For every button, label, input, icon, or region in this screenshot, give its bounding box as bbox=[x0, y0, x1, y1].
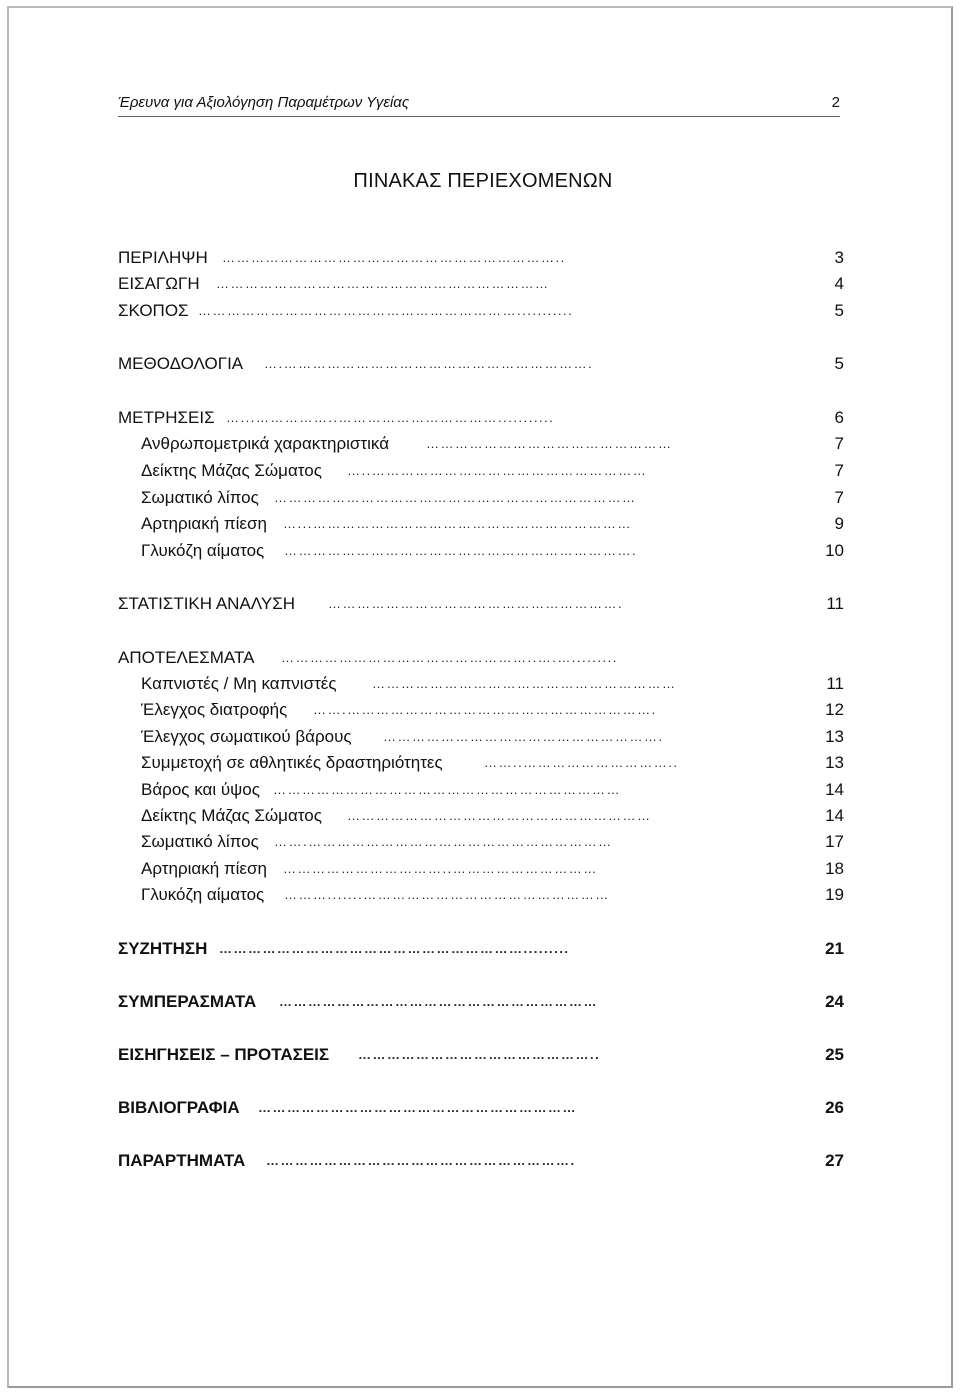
header-title: Έρευνα για Αξιολόγηση Παραμέτρων Υγείας bbox=[118, 94, 410, 111]
toc-entry-page: 13 bbox=[825, 727, 844, 746]
toc-entry-label: ΣΥΜΠΕΡΑΣΜΑΤΑ bbox=[118, 992, 257, 1011]
toc-entry-dms-2[interactable] bbox=[141, 805, 844, 827]
toc-entry-elegxos-diatrofis[interactable] bbox=[141, 699, 844, 721]
toc-entry-methodologia[interactable] bbox=[118, 353, 844, 375]
toc-entry-label: Σωματικό λίπος bbox=[141, 488, 259, 507]
toc-entry-page: 3 bbox=[834, 248, 844, 267]
toc-entry-label: Συμμετοχή σε αθλητικές δραστηριότητες bbox=[141, 753, 443, 772]
toc-leader-dots: ……………………………..………………………… bbox=[283, 861, 598, 876]
toc-leader-dots: …...………………………………………………………… bbox=[283, 516, 632, 531]
toc-entry-vivliografia[interactable] bbox=[118, 1097, 844, 1119]
toc-entry-page: 7 bbox=[834, 461, 844, 480]
toc-leader-dots: …………………………………………………………… bbox=[216, 276, 550, 291]
toc-leader-dots: ……………………………………………………… bbox=[347, 808, 652, 823]
toc-entry-somatiko-lipos[interactable] bbox=[141, 487, 844, 509]
toc-entry-page: 13 bbox=[825, 753, 844, 772]
toc-leader-dots: ……………………………………………………… bbox=[372, 676, 677, 691]
toc-entry-label: Σωματικό λίπος bbox=[141, 832, 259, 851]
toc-leader-dots: ………………………………………………………… bbox=[279, 994, 598, 1009]
toc-entry-label: Καπνιστές / Μη καπνιστές bbox=[141, 674, 337, 693]
toc-entry-page: 5 bbox=[834, 354, 844, 373]
toc-entry-somatiko-lipos-2[interactable] bbox=[141, 831, 844, 853]
toc-entry-page: 7 bbox=[834, 488, 844, 507]
toc-leader-dots: …………………………………………………………........... bbox=[198, 303, 574, 318]
toc-entry-page: 5 bbox=[834, 301, 844, 320]
toc-entry-dms[interactable] bbox=[141, 460, 844, 482]
toc-leader-dots: …….……………………………………………………… bbox=[274, 834, 613, 849]
toc-entry-label: Δείκτης Μάζας Σώματος bbox=[141, 461, 322, 480]
toc-entry-page: 14 bbox=[825, 806, 844, 825]
toc-entry-label: ΑΠΟΤΕΛΕΣΜΑΤΑ bbox=[118, 648, 255, 667]
toc-entry-label: ΣΚΟΠΟΣ bbox=[118, 301, 189, 320]
running-header bbox=[118, 92, 840, 117]
toc-leader-dots: …...……………..……………………………........... bbox=[226, 410, 555, 425]
toc-leader-dots: …………………………………………… bbox=[426, 436, 673, 451]
toc-entry-label: ΠΑΡΑΡΤΗΜΑΤΑ bbox=[118, 1151, 246, 1170]
toc-entry-page: 9 bbox=[834, 514, 844, 533]
toc-leader-dots: …………………………………………………………….. bbox=[222, 250, 566, 265]
toc-entry-glykozi[interactable] bbox=[141, 540, 844, 562]
toc-leader-dots: ………………………………………………………………… bbox=[274, 490, 637, 505]
toc-entry-label: ΕΙΣΑΓΩΓΗ bbox=[118, 274, 200, 293]
toc-entry-parartimata[interactable] bbox=[118, 1150, 844, 1172]
toc-entry-eisagogi[interactable] bbox=[118, 273, 844, 295]
toc-entry-page: 19 bbox=[825, 885, 844, 904]
toc-leader-dots: ………………………………………………………… bbox=[258, 1100, 577, 1115]
toc-entry-label: Έλεγχος σωματικού βάρους bbox=[141, 727, 352, 746]
toc-entry-page: 11 bbox=[826, 594, 844, 613]
toc-entry-page: 25 bbox=[825, 1045, 844, 1064]
toc-leader-dots: ……………………………………………..….…......... bbox=[281, 650, 618, 665]
toc-entry-page: 7 bbox=[834, 434, 844, 453]
toc-entry-elegxos-varous[interactable] bbox=[141, 726, 844, 748]
toc-entry-kapnistes[interactable] bbox=[141, 673, 844, 695]
toc-entry-page: 11 bbox=[826, 674, 844, 693]
toc-leader-dots: ………………………………………………………………. bbox=[284, 543, 638, 558]
toc-leader-dots: ……..………………………….. bbox=[484, 755, 679, 770]
toc-entry-label: ΜΕΘΟΔΟΛΟΓΙΑ bbox=[118, 354, 244, 373]
toc-leader-dots: ………………………………………………………......... bbox=[219, 941, 570, 956]
toc-entry-label: ΕΙΣΗΓΗΣΕΙΣ – ΠΡΟΤΑΣΕΙΣ bbox=[118, 1045, 330, 1064]
toc-entry-page: 18 bbox=[825, 859, 844, 878]
toc-leader-dots: …………………………………………………. bbox=[383, 729, 664, 744]
toc-entry-page: 4 bbox=[834, 274, 844, 293]
toc-entry-label: Γλυκόζη αίματος bbox=[141, 541, 265, 560]
toc-entry-label: Γλυκόζη αίματος bbox=[141, 885, 265, 904]
toc-entry-page: 6 bbox=[834, 408, 844, 427]
toc-entry-perilipsi[interactable] bbox=[118, 247, 844, 269]
toc-entry-eisigiseis[interactable] bbox=[118, 1044, 844, 1066]
toc-entry-artiriaki-piesi-2[interactable] bbox=[141, 858, 844, 880]
toc-entry-skopos[interactable] bbox=[118, 300, 844, 322]
toc-entry-label: ΠΕΡΙΛΗΨΗ bbox=[118, 248, 208, 267]
toc-leader-dots: ……………………………………………………………… bbox=[273, 782, 621, 797]
toc-entry-metriseis[interactable] bbox=[118, 407, 844, 429]
toc-entry-label: Έλεγχος διατροφής bbox=[141, 700, 288, 719]
toc-entry-varos-ypsos[interactable] bbox=[141, 779, 844, 801]
toc-entry-label: Αρτηριακή πίεση bbox=[141, 514, 267, 533]
header-page-number: 2 bbox=[831, 94, 840, 111]
toc-entry-statistiki-analysi[interactable] bbox=[118, 593, 844, 615]
toc-entry-page: 24 bbox=[825, 992, 844, 1011]
toc-entry-label: ΣΤΑΤΙΣΤΙΚΗ ΑΝΑΛΥΣΗ bbox=[118, 594, 296, 613]
toc-entry-page: 27 bbox=[825, 1151, 844, 1170]
toc-leader-dots: ……….......…………………………………………… bbox=[284, 887, 610, 902]
toc-title-text: ΠΙΝΑΚΑΣ ΠΕΡΙΕΧΟΜΕΝΩΝ bbox=[353, 170, 613, 192]
toc-entry-label: Αρτηριακή πίεση bbox=[141, 859, 267, 878]
toc-entry-label: ΜΕΤΡΗΣΕΙΣ bbox=[118, 408, 215, 427]
toc-entry-page: 26 bbox=[825, 1098, 844, 1117]
toc-leader-dots: ………………………………………….. bbox=[358, 1047, 601, 1062]
toc-entry-symperasmata[interactable] bbox=[118, 991, 844, 1013]
toc-entry-page: 14 bbox=[825, 780, 844, 799]
toc-entry-label: Ανθρωπομετρικά χαρακτηριστικά bbox=[141, 434, 390, 453]
toc-entry-page: 10 bbox=[825, 541, 844, 560]
toc-entry-apotelesmata[interactable] bbox=[118, 647, 844, 669]
toc-leader-dots: ….………………………………………………………. bbox=[264, 356, 594, 371]
toc-entry-page: 12 bbox=[825, 700, 844, 719]
toc-entry-label: ΣΥΖΗΤΗΣΗ bbox=[118, 939, 208, 958]
toc-entry-page: 17 bbox=[825, 832, 844, 851]
toc-leader-dots: ……………………………………………………. bbox=[328, 596, 624, 611]
toc-entry-label: Βάρος και ύψος bbox=[141, 780, 260, 799]
toc-entry-anthropometrika[interactable] bbox=[141, 433, 844, 455]
toc-entry-label: ΒΙΒΛΙΟΓΡΑΦΙΑ bbox=[118, 1098, 240, 1117]
toc-entry-label: Δείκτης Μάζας Σώματος bbox=[141, 806, 322, 825]
toc-title bbox=[0, 170, 960, 193]
toc-entry-syzitisi[interactable] bbox=[118, 938, 844, 960]
toc-leader-dots: …….………………………………………………………. bbox=[313, 702, 657, 717]
toc-leader-dots: ………………………………………………………. bbox=[266, 1153, 576, 1168]
toc-leader-dots: …..………………………………………………… bbox=[347, 463, 648, 478]
toc-entry-artiriaki-piesi[interactable] bbox=[141, 513, 844, 535]
toc-entry-glykozi-2[interactable] bbox=[141, 884, 844, 906]
toc-entry-page: 21 bbox=[825, 939, 844, 958]
toc-entry-athlitikes[interactable] bbox=[141, 752, 844, 774]
page-border bbox=[7, 6, 953, 1388]
